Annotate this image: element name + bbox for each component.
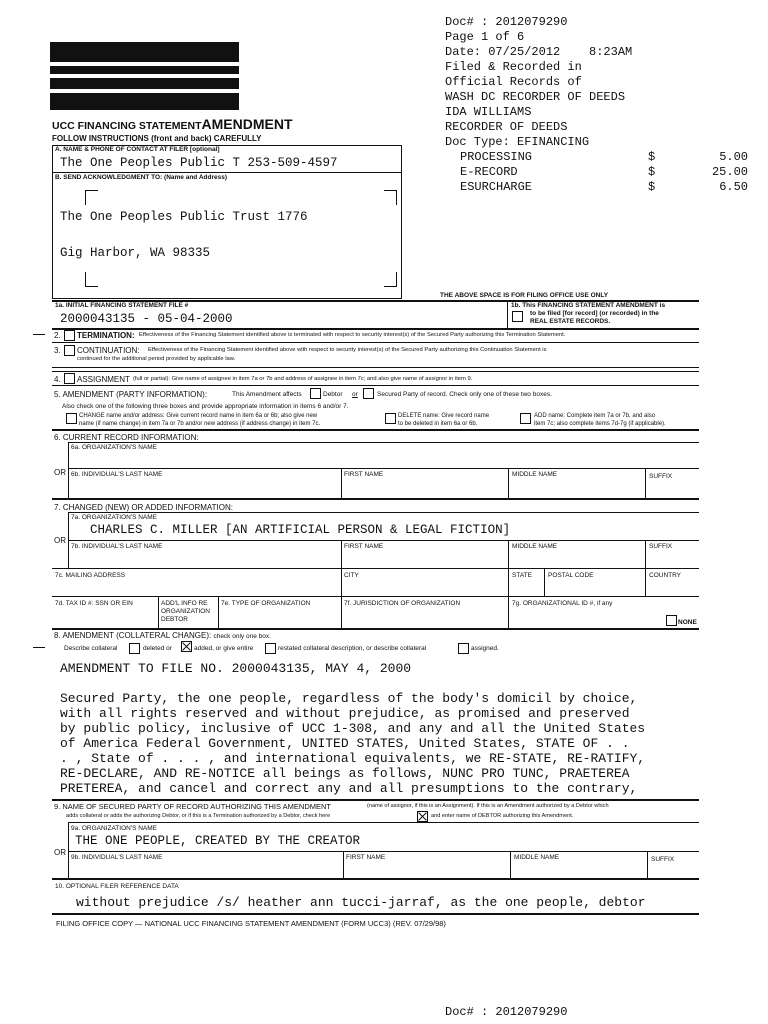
amendment-line: with all rights reserved and without prejudice, as promised and preserved [60,706,630,721]
item-5-change-2: name (if name change) in item 7a or 7b and/or new address (if address change) in item 7c. [79,421,321,427]
doc-number: Doc# : 2012079290 [445,15,568,29]
addl-info-1: ADD'L INFO RE [161,600,208,607]
item-8-deleted: deleted or [143,645,172,652]
label-a: A. NAME & PHONE OF CONTACT AT FILER [optional] [55,146,220,153]
ack-name: The One Peoples Public Trust 1776 [60,210,308,224]
form-title-prefix: UCC FINANCING STATEMENT [52,120,202,132]
label-6b: 6b. INDIVIDUAL'S LAST NAME [71,471,163,478]
label-1b-2: to be filed [for record] (or recorded) in the [530,310,659,317]
margin-mark [33,334,45,335]
form-title-suffix: AMENDMENT [201,116,293,132]
label-7f: 7f. JURISDICTION OF ORGANIZATION [344,600,461,607]
debtor-authorized-checkbox[interactable] [417,811,428,822]
label-9a: 9a. ORGANIZATION'S NAME [71,825,157,832]
item-5-change: CHANGE name and/or address: Give current record name in item 6a or 6b; also give new [79,413,318,419]
item-4-title: ASSIGNMENT [77,375,130,384]
footer-text: FILING OFFICE COPY — NATIONAL UCC FINANCING STATEMENT AMENDMENT (FORM UCC3) (REV. 07/29/98) [56,919,446,928]
fee-currency: $ [648,150,656,164]
item-5-secured: Secured Party of record. Check only one of these two boxes. [377,391,552,398]
form-title [52,116,293,134]
debtor-checkbox[interactable] [310,388,321,399]
item-3-title: CONTINUATION: [77,346,140,355]
label-7g: 7g. ORGANIZATIONAL ID #, if any [512,600,613,607]
postal-code-label: POSTAL CODE [548,572,594,579]
delete-checkbox[interactable] [385,413,396,424]
fee-amount: 25.00 [711,165,748,179]
first-name-label: FIRST NAME [344,543,384,550]
label-7a: 7a. ORGANIZATION'S NAME [71,514,157,521]
item-8-title [54,631,271,641]
item-9-text-2: adds collateral or adds the authorizing Debtor, or if this is a Termination authorized by a Debtor, check here [66,813,331,819]
item-8-restated: restated collateral description, or describe collateral [278,645,427,652]
fee-currency: $ [648,165,656,179]
real-estate-checkbox[interactable] [512,311,523,322]
label-10: 10. OPTIONAL FILER REFERENCE DATA [55,883,179,890]
item-5-also: Also check one of the following three boxes and provide appropriate information in items 6 and/or 7. [62,403,349,410]
item-5-or: or [352,391,358,398]
doc-type: Doc Type: EFINANCING [445,135,590,149]
item-8-added: added, or give entire [194,645,254,652]
recorder-title: RECORDER OF DEEDS [445,120,568,134]
fee-amount: 6.50 [719,180,748,194]
filer-reference: without prejudice /s/ heather ann tucci-jarraf, as the one people, debtor [76,895,646,910]
redaction-bar [50,42,239,62]
item-8-describe: Describe collateral [64,645,118,652]
suffix-label: SUFFIX [651,856,675,863]
fee-label: E-RECORD [460,165,518,179]
item-2-title: TERMINATION: [77,331,135,340]
assigned-checkbox[interactable] [458,643,469,654]
item-7-title: 7. CHANGED (NEW) OR ADDED INFORMATION: [54,503,233,512]
filing-office-note: THE ABOVE SPACE IS FOR FILING OFFICE USE ONLY [440,292,609,299]
new-organization-name: CHARLES C. MILLER [AN ARTIFICIAL PERSON & LEGAL FICTION] [90,523,511,537]
or-label: OR [54,468,66,477]
continuation-checkbox[interactable] [64,345,75,356]
none-label: NONE [678,619,697,626]
item-5-add: ADD name: Complete item 7a or 7b, and also [534,413,656,419]
ack-city: Gig Harbor, WA 98335 [60,246,211,260]
none-checkbox[interactable] [666,615,677,626]
label-1a: 1a. INITIAL FINANCING STATEMENT FILE # [55,302,189,309]
item-4-number: 4. [54,375,61,384]
item-2-text: Effectiveness of the Financing Statement identified above is terminated with respect to security interest(s) of the Secured Party authorizing this Termination Statement. [139,332,566,338]
middle-name-label: MIDDLE NAME [514,854,560,861]
label-7d: 7d. TAX ID #: SSN OR EIN [55,600,133,607]
item-8-title-text: 8. AMENDMENT (COLLATERAL CHANGE): [54,631,212,640]
item-9-text: (name of assignor, if this is an Assignment). If this is an Amendment authorized by a Debtor which [367,803,609,809]
fee-label: ESURCHARGE [460,180,533,194]
item-8-assigned: assigned. [471,645,499,652]
restated-checkbox[interactable] [265,643,276,654]
item-3-number: 3. [54,346,61,355]
addl-info-2: ORGANIZATION [161,608,210,615]
official-records: Official Records of [445,75,582,89]
fee-amount: 5.00 [719,150,748,164]
amendment-line: AMENDMENT TO FILE NO. 2000043135, MAY 4, 2000 [60,661,412,676]
label-9b: 9b. INDIVIDUAL'S LAST NAME [71,854,163,861]
first-name-label: FIRST NAME [346,854,386,861]
country-label: COUNTRY [649,572,682,579]
amendment-line: by public policy, inclusive of UCC 1-308, and any and all the United States [60,721,646,736]
initial-file-number: 2000043135 - 05-04-2000 [60,312,233,326]
page-count: Page 1 of 6 [445,30,525,44]
item-5-delete-2: to be deleted in item 6a or 6b. [398,421,478,427]
margin-mark [33,647,45,648]
form-footer [56,919,446,928]
amendment-line: of America Federal Government, UNITED STATES, United States, STATE OF . . [60,736,630,751]
add-checkbox[interactable] [520,413,531,424]
label-7e: 7e. TYPE OF ORGANIZATION [221,600,311,607]
item-5-text: This Amendment affects [232,391,302,398]
middle-name-label: MIDDLE NAME [512,543,558,550]
change-checkbox[interactable] [66,413,77,424]
redaction-bar [50,93,239,110]
filing-date: Date: 07/25/2012 8:23AM [445,45,633,59]
recorder-name: IDA WILLIAMS [445,105,532,119]
contact-name-phone: The One Peoples Public T 253-509-4597 [60,156,338,170]
fee-currency: $ [648,180,656,194]
addl-info-3: DEBTOR [161,616,188,623]
item-2-number: 2. [54,331,61,340]
amendment-line: PRETEREA, and cancel and correct any and all presumptions to the contrary, [60,781,638,796]
fee-label: PROCESSING [460,150,533,164]
label-7b: 7b. INDIVIDUAL'S LAST NAME [71,543,163,550]
suffix-label: SUFFIX [649,473,673,480]
secured-party-checkbox[interactable] [363,388,374,399]
label-7c: 7c. MAILING ADDRESS [55,572,126,579]
bottom-doc-number: Doc# : 2012079290 [445,1005,568,1019]
amendment-line: Secured Party, the one people, regardless of the body's domicil by choice, [60,691,638,706]
item-5-add-2: item 7c; also complete items 7d-7g (if applicable). [534,421,666,427]
or-label: OR [54,848,66,857]
item-3-text-2: continued for the additional period provided by applicable law. [77,356,236,362]
label-b: B. SEND ACKNOWLEDGMENT TO: (Name and Address) [55,174,228,181]
label-1b-3: REAL ESTATE RECORDS. [530,318,611,325]
redaction-bar [50,78,239,89]
item-4-text: (full or partial): Give name of assignee in item 7a or 7b and address of assignee in item 7c; and also give name of assignor in item 9. [133,376,473,382]
deleted-checkbox[interactable] [129,643,140,654]
suffix-label: SUFFIX [649,543,673,550]
middle-name-label: MIDDLE NAME [512,471,558,478]
item-9-text-3: and enter name of DEBTOR authorizing this Amendment. [431,813,574,819]
item-6-title: 6. CURRENT RECORD INFORMATION: [54,433,199,442]
form-instructions: FOLLOW INSTRUCTIONS (front and back) CAREFULLY [52,134,262,143]
amendment-line: RE-DECLARE, AND RE-NOTICE all beings as follows, NUNC PRO TUNC, PRAETEREA [60,766,630,781]
item-3-text: Effectiveness of the Financing Statement identified above with respect to security interest(s) of the Secured Party authorizing this Continuation Statement is [148,347,547,353]
item-8-check-text: check only one box. [213,633,271,640]
termination-checkbox[interactable] [64,330,75,341]
first-name-label: FIRST NAME [344,471,384,478]
item-5-debtor: Debtor [323,391,343,398]
filed-recorded: Filed & Recorded in [445,60,582,74]
authorizing-organization: THE ONE PEOPLE, CREATED BY THE CREATOR [75,834,361,848]
label-6a: 6a. ORGANIZATION'S NAME [71,444,157,451]
added-checkbox[interactable] [181,641,192,652]
item-9-title: 9. NAME OF SECURED PARTY OF RECORD AUTHORIZING THIS AMENDMENT [54,802,331,811]
item-5-title: 5. AMENDMENT (PARTY INFORMATION): [54,390,208,399]
redaction-bar [50,66,239,74]
recorder-office: WASH DC RECORDER OF DEEDS [445,90,626,104]
item-5-delete: DELETE name: Give record name [398,413,490,419]
state-label: STATE [512,572,532,579]
amendment-line: . , State of . . . , and international equivalents, we RE-STATE, RE-RATIFY, [60,751,646,766]
label-1b: 1b. This FINANCING STATEMENT AMENDMENT is [511,302,666,309]
city-label: CITY [344,572,359,579]
assignment-checkbox[interactable] [64,373,75,384]
or-label: OR [54,536,66,545]
